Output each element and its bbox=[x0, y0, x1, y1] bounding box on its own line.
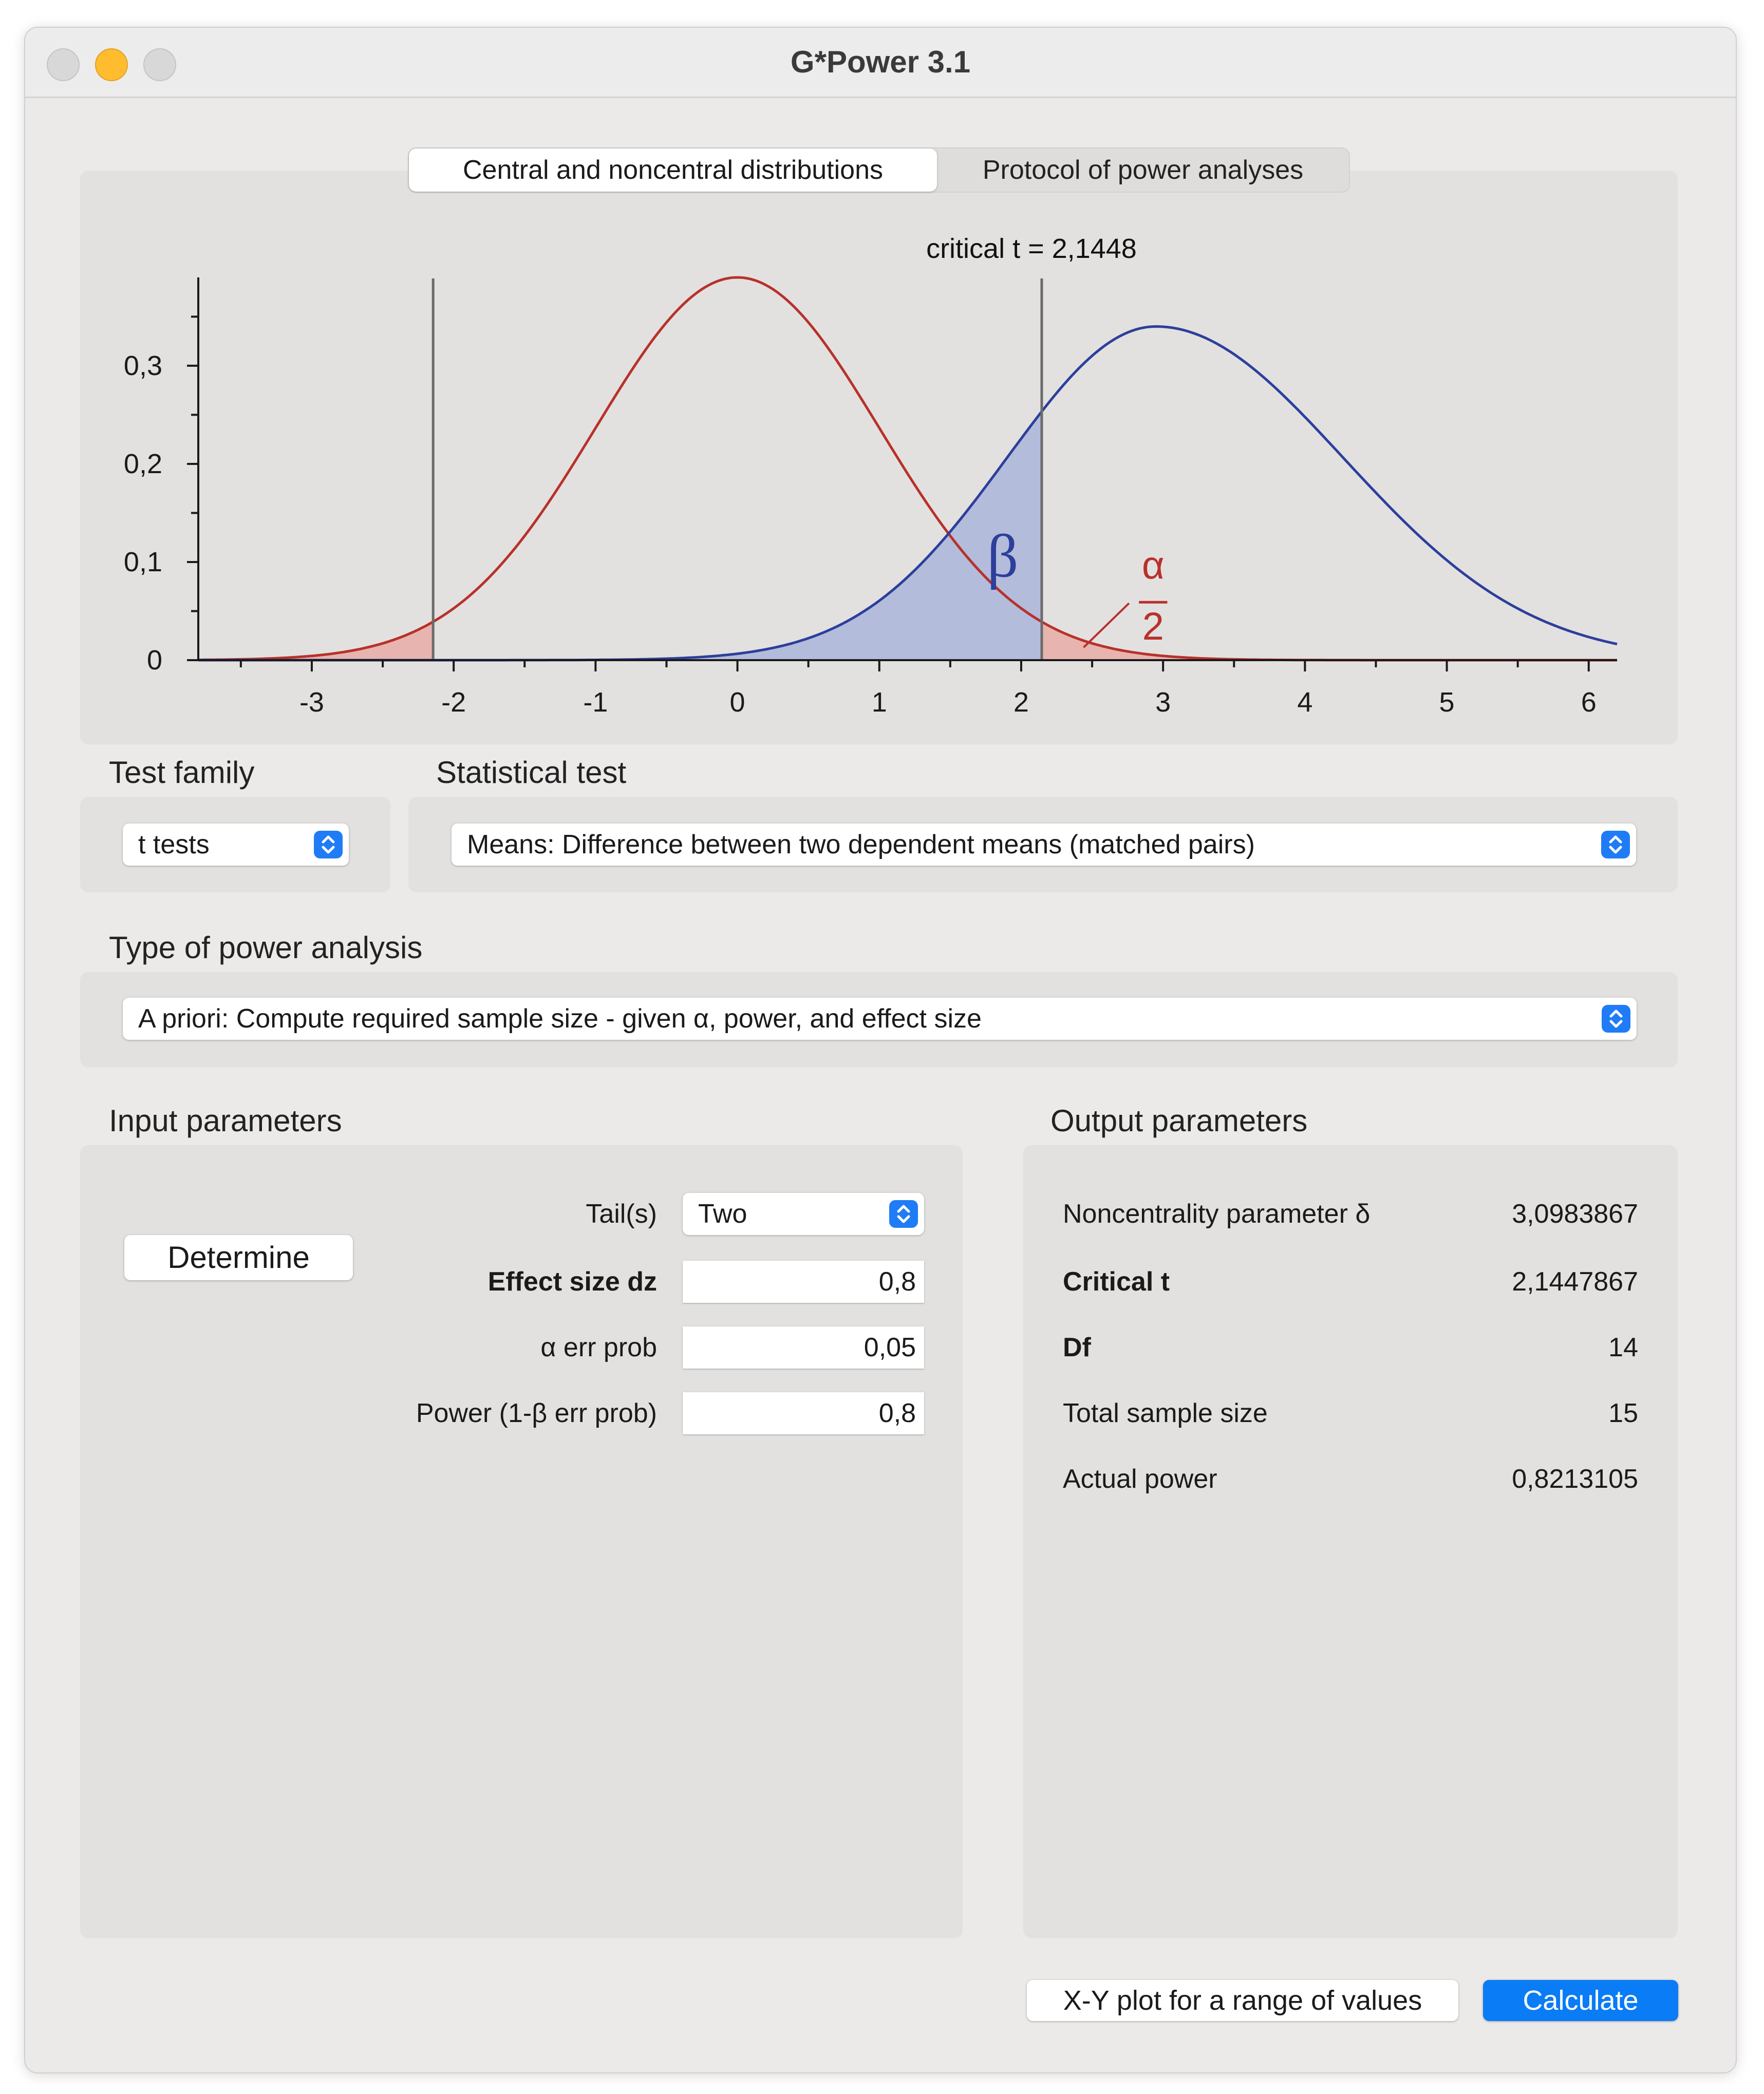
output-label-df: Df bbox=[1063, 1333, 1091, 1362]
output-label-critical-t: Critical t bbox=[1063, 1267, 1170, 1297]
alpha-err-field[interactable]: 0,05 bbox=[683, 1326, 924, 1369]
beta-area bbox=[198, 412, 1042, 660]
beta-symbol: β bbox=[987, 521, 1019, 590]
tab-distributions[interactable]: Central and noncentral distributions bbox=[409, 148, 937, 192]
output-value-critical-t: 2,1447867 bbox=[1512, 1267, 1638, 1297]
popup-stepper-icon bbox=[314, 831, 343, 858]
determine-button[interactable]: Determine bbox=[124, 1235, 353, 1280]
app-window bbox=[24, 27, 1737, 2073]
alpha-right-area bbox=[1042, 622, 1617, 660]
x-tick-label: -1 bbox=[583, 687, 608, 718]
tails-value: Two bbox=[698, 1199, 747, 1229]
xy-plot-button[interactable]: X-Y plot for a range of values bbox=[1027, 1980, 1458, 2021]
y-tick-label: 0,3 bbox=[123, 350, 162, 381]
x-tick-label: 3 bbox=[1155, 687, 1171, 718]
output-value-total-sample-size: 15 bbox=[1608, 1398, 1638, 1428]
effect-size-field[interactable]: 0,8 bbox=[683, 1261, 924, 1303]
x-tick-label: 5 bbox=[1439, 687, 1455, 718]
statistical-test-label: Statistical test bbox=[436, 755, 627, 790]
tab-protocol[interactable]: Protocol of power analyses bbox=[982, 155, 1304, 185]
x-tick-label: 4 bbox=[1297, 687, 1313, 718]
window-title: G*Power 3.1 bbox=[790, 45, 971, 79]
power-field[interactable]: 0,8 bbox=[683, 1392, 924, 1434]
output-value-df: 14 bbox=[1608, 1333, 1638, 1362]
y-tick-label: 0 bbox=[146, 645, 162, 676]
calculate-button[interactable]: Calculate bbox=[1483, 1980, 1678, 2021]
effect-size-label: Effect size dz bbox=[487, 1267, 657, 1297]
output-label-actual-power: Actual power bbox=[1063, 1464, 1217, 1494]
power-label: Power (1-β err prob) bbox=[416, 1398, 657, 1428]
test-family-value: t tests bbox=[138, 830, 210, 859]
x-tick-label: 1 bbox=[871, 687, 887, 718]
popup-stepper-icon bbox=[1602, 1005, 1630, 1033]
x-tick-label: 0 bbox=[729, 687, 745, 718]
output-value-noncentrality: 3,0983867 bbox=[1512, 1199, 1638, 1229]
power-analysis-select[interactable] bbox=[123, 998, 1637, 1040]
tails-label: Tail(s) bbox=[586, 1199, 657, 1229]
output-label-total-sample-size: Total sample size bbox=[1063, 1398, 1268, 1428]
x-tick-label: 6 bbox=[1581, 687, 1597, 718]
output-parameters-label: Output parameters bbox=[1050, 1104, 1308, 1138]
y-tick-label: 0,2 bbox=[123, 448, 162, 479]
x-tick-label: 2 bbox=[1013, 687, 1029, 718]
alpha-symbol: α bbox=[1141, 544, 1165, 588]
statistical-test-value: Means: Difference between two dependent means (matched pairs) bbox=[467, 830, 1255, 859]
input-parameters-label: Input parameters bbox=[109, 1104, 342, 1138]
output-value-actual-power: 0,8213105 bbox=[1512, 1464, 1638, 1494]
alpha-pointer-line bbox=[1083, 603, 1129, 647]
x-tick-label: -3 bbox=[299, 687, 324, 718]
alpha-denominator: 2 bbox=[1142, 604, 1164, 648]
distribution-chart bbox=[25, 28, 1736, 768]
popup-stepper-icon bbox=[1601, 831, 1630, 858]
output-label-noncentrality: Noncentrality parameter δ bbox=[1063, 1199, 1371, 1229]
alpha-err-label: α err prob bbox=[540, 1333, 657, 1362]
y-tick-label: 0,1 bbox=[123, 546, 162, 577]
statistical-test-select[interactable] bbox=[452, 824, 1636, 866]
critical-t-annotation: critical t = 2,1448 bbox=[926, 233, 1137, 264]
popup-stepper-icon bbox=[889, 1200, 918, 1228]
power-analysis-label: Type of power analysis bbox=[109, 930, 423, 965]
power-analysis-value: A priori: Compute required sample size - given α, power, and effect size bbox=[138, 1004, 982, 1034]
test-family-select[interactable] bbox=[123, 824, 349, 866]
test-family-label: Test family bbox=[109, 755, 255, 790]
tails-select[interactable] bbox=[683, 1193, 924, 1235]
x-tick-label: -2 bbox=[441, 687, 466, 718]
